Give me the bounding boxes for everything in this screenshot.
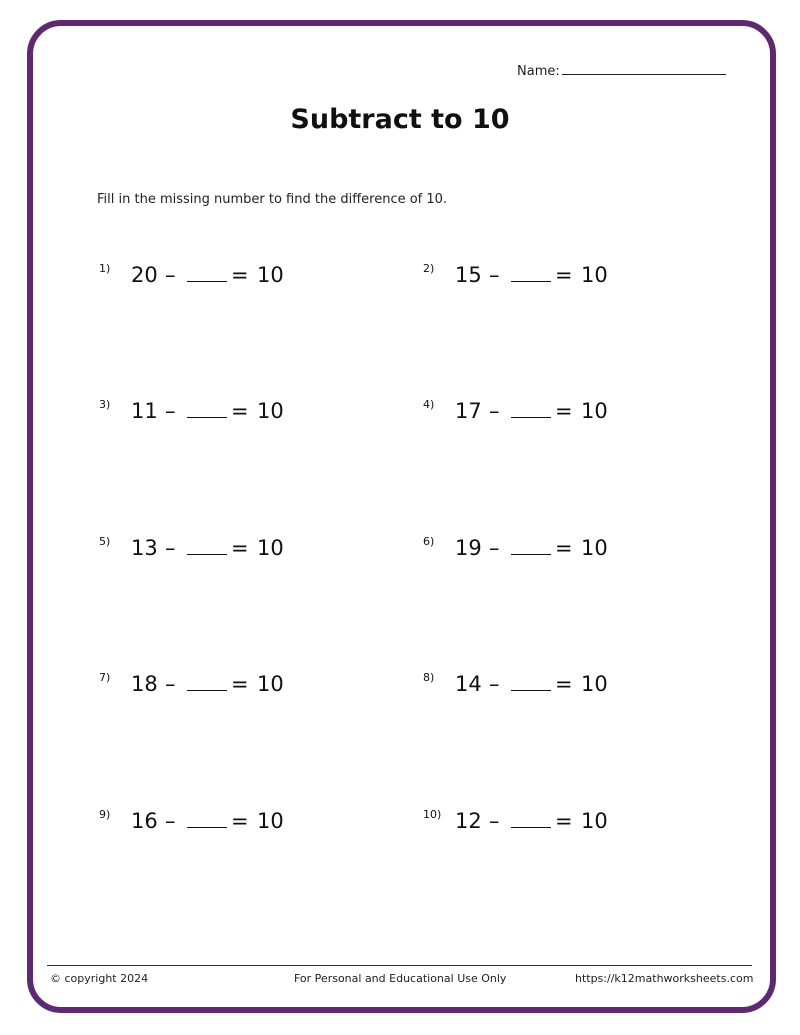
minus-sign: – (489, 809, 500, 833)
equation (455, 808, 608, 833)
problem-number: 1) (99, 262, 111, 275)
equals-sign: = (231, 672, 249, 696)
result: 10 (581, 809, 608, 833)
equals-sign: = (555, 536, 573, 560)
minus-sign: – (489, 672, 500, 696)
website-link[interactable]: https://k12mathworksheets.com (575, 972, 754, 985)
minuend: 16 (131, 809, 158, 833)
instructions: Fill in the missing number to find the difference of 10. (97, 192, 448, 207)
minuend: 14 (455, 672, 482, 696)
equation (131, 671, 284, 696)
problem-number: 9) (99, 808, 111, 821)
problem-number: 2) (423, 262, 435, 275)
minus-sign: – (489, 263, 500, 287)
name-label: Name: (517, 64, 560, 79)
equals-sign: = (231, 399, 249, 423)
result: 10 (581, 672, 608, 696)
problem-number: 5) (99, 535, 111, 548)
name-blank[interactable] (562, 62, 726, 75)
equation (131, 262, 284, 287)
minus-sign: – (489, 399, 500, 423)
problem-number: 7) (99, 671, 111, 684)
page-border (27, 20, 776, 1013)
minuend: 15 (455, 263, 482, 287)
result: 10 (581, 536, 608, 560)
problem-number: 10) (423, 808, 442, 821)
answer-blank[interactable] (511, 262, 551, 282)
minus-sign: – (165, 672, 176, 696)
equation (455, 262, 608, 287)
minus-sign: – (489, 536, 500, 560)
equals-sign: = (555, 263, 573, 287)
footer-divider (47, 965, 752, 966)
problem-number: 4) (423, 398, 435, 411)
equals-sign: = (555, 672, 573, 696)
equation (131, 398, 284, 423)
minuend: 13 (131, 536, 158, 560)
equation (131, 535, 284, 560)
minuend: 20 (131, 263, 158, 287)
equals-sign: = (231, 536, 249, 560)
minuend: 18 (131, 672, 158, 696)
minus-sign: – (165, 809, 176, 833)
equation (131, 808, 284, 833)
equals-sign: = (555, 399, 573, 423)
name-field[interactable] (517, 62, 726, 79)
equals-sign: = (231, 263, 249, 287)
answer-blank[interactable] (511, 808, 551, 828)
minuend: 11 (131, 399, 158, 423)
problem-number: 6) (423, 535, 435, 548)
answer-blank[interactable] (187, 398, 227, 418)
answer-blank[interactable] (187, 671, 227, 691)
worksheet-title: Subtract to 10 (290, 104, 510, 135)
minus-sign: – (165, 263, 176, 287)
result: 10 (257, 263, 284, 287)
minus-sign: – (165, 399, 176, 423)
result: 10 (581, 399, 608, 423)
answer-blank[interactable] (511, 671, 551, 691)
equation (455, 535, 608, 560)
equation (455, 671, 608, 696)
result: 10 (257, 536, 284, 560)
problem-number: 3) (99, 398, 111, 411)
result: 10 (581, 263, 608, 287)
usage-notice: For Personal and Educational Use Only (294, 972, 507, 985)
answer-blank[interactable] (187, 808, 227, 828)
copyright-text: © copyright 2024 (50, 972, 149, 985)
equation (455, 398, 608, 423)
equals-sign: = (555, 809, 573, 833)
result: 10 (257, 399, 284, 423)
minuend: 12 (455, 809, 482, 833)
problem-number: 8) (423, 671, 435, 684)
equals-sign: = (231, 809, 249, 833)
answer-blank[interactable] (187, 262, 227, 282)
minus-sign: – (165, 536, 176, 560)
answer-blank[interactable] (511, 535, 551, 555)
result: 10 (257, 672, 284, 696)
answer-blank[interactable] (511, 398, 551, 418)
minuend: 17 (455, 399, 482, 423)
minuend: 19 (455, 536, 482, 560)
result: 10 (257, 809, 284, 833)
answer-blank[interactable] (187, 535, 227, 555)
